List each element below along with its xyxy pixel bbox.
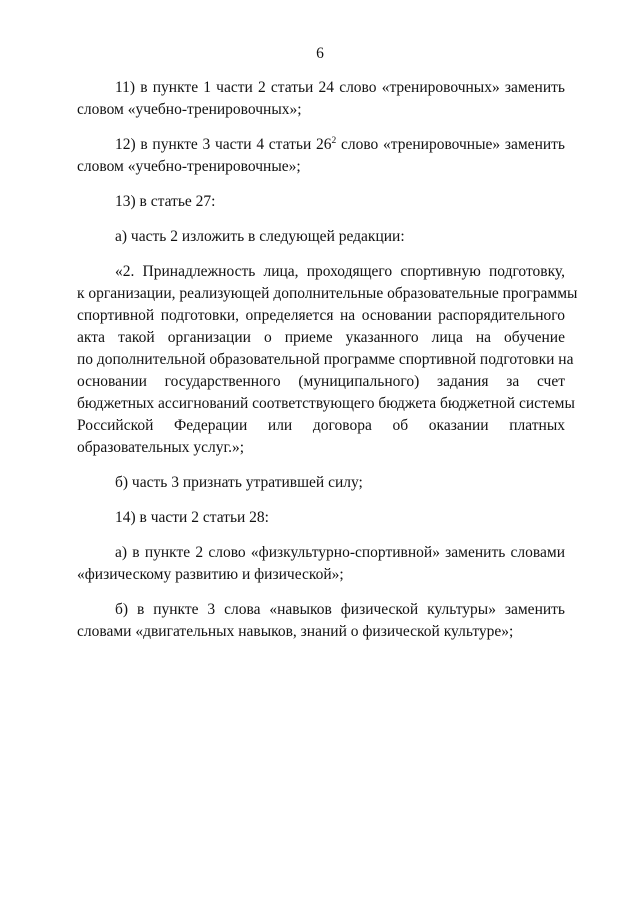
paragraph-line: «физическому развитию и физической»; — [77, 566, 344, 583]
page-number: 6 — [316, 45, 324, 62]
paragraph-item-13 — [77, 191, 565, 213]
paragraph-line: образовательных услуг.»; — [77, 439, 245, 456]
paragraph-line: по дополнительной образовательной программе спортивной подготовки на — [77, 351, 574, 368]
document-body — [77, 77, 578, 656]
paragraph-line: спортивной подготовки, определяется на основании распорядительного — [77, 307, 565, 324]
paragraph-item-12 — [77, 134, 565, 178]
paragraph-line: словами «двигательных навыков, знаний о физической культуре»; — [77, 623, 514, 640]
paragraph-line: бюджетных ассигнований соответствующего бюджета бюджетной системы — [77, 395, 575, 412]
paragraph-line: б) в пункте 3 слова «навыков физической культуры» заменить — [115, 601, 565, 618]
paragraph-line: Российской Федерации или договора об оказании платных — [77, 417, 565, 434]
paragraph-item-14a — [77, 542, 565, 586]
paragraph-line: к организации, реализующей дополнительные образовательные программы — [77, 285, 578, 302]
paragraph-line: «2. Принадлежность лица, проходящего спортивную подготовку, — [115, 263, 565, 280]
paragraph-item-11 — [77, 77, 565, 121]
superscript: 2 — [331, 135, 337, 146]
paragraph-line: словом «учебно-тренировочных»; — [77, 101, 302, 118]
paragraph-text: 12) в пункте 3 части 4 статьи 26 — [115, 136, 332, 153]
paragraph-text: слово «тренировочные» заменить — [336, 136, 565, 153]
paragraph-line: акта такой организации о приеме указанного лица на обучение — [77, 329, 565, 346]
paragraph-item-13a — [77, 226, 565, 248]
paragraph-item-13b — [77, 472, 565, 494]
paragraph-line: а) часть 2 изложить в следующей редакции: — [115, 228, 405, 245]
paragraph-quoted-text — [77, 261, 578, 459]
paragraph-line: а) в пункте 2 слово «физкультурно-спортивной» заменить словами — [115, 544, 565, 561]
paragraph-line: 14) в части 2 статьи 28: — [115, 509, 269, 526]
paragraph-line: б) часть 3 признать утратившей силу; — [115, 474, 363, 491]
paragraph-line: 11) в пункте 1 части 2 статьи 24 слово «тренировочных» заменить — [115, 79, 565, 96]
paragraph-line: основании государственного (муниципального) задания за счет — [77, 373, 565, 390]
paragraph-item-14b — [77, 599, 565, 643]
paragraph-line: словом «учебно-тренировочные»; — [77, 158, 301, 175]
paragraph-item-14 — [77, 507, 565, 529]
paragraph-line: 13) в статье 27: — [115, 193, 216, 210]
paragraph-line — [77, 134, 565, 156]
